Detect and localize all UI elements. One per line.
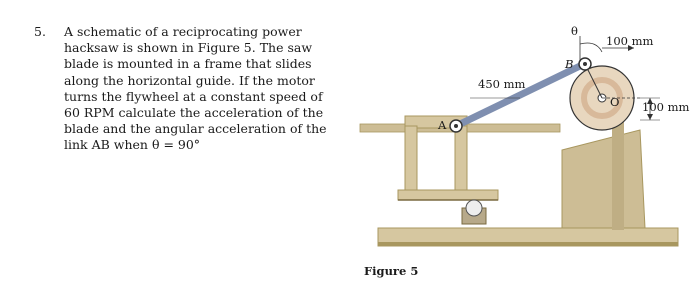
link-ab <box>456 66 580 126</box>
motor-post <box>612 120 624 230</box>
problem-line: blade is mounted in a frame that slides <box>64 56 312 72</box>
label-link-length: 450 mm <box>478 77 526 91</box>
label-center-o: O <box>610 95 620 109</box>
problem-line: hacksaw is shown in Figure 5. The saw <box>64 40 313 56</box>
label-offset: 100 mm <box>642 100 690 114</box>
problem-number: 5. <box>34 24 46 39</box>
dim-offset-arrow-bottom <box>647 114 653 120</box>
problem-line: turns the flywheel at a constant speed of <box>64 88 323 104</box>
frame-right <box>455 126 467 196</box>
problem-line: along the horizontal guide. If the motor <box>64 72 315 88</box>
problem-line: blade and the angular acceleration of the <box>64 121 327 137</box>
problem-line: A schematic of a reciprocating power <box>64 24 302 39</box>
frame-left <box>405 126 417 196</box>
saw-blade-holder <box>398 190 498 200</box>
pin-b-center <box>583 62 587 66</box>
theta-arc <box>580 43 602 52</box>
label-point-a: A <box>438 118 447 132</box>
label-point-b: B <box>565 57 574 71</box>
workpiece <box>466 200 482 216</box>
base-plate-shadow <box>378 242 678 246</box>
problem-line: link AB when θ = 90° <box>64 137 201 153</box>
motor-stand <box>562 130 645 228</box>
label-flywheel-radius: 100 mm <box>606 34 654 48</box>
label-theta: θ <box>571 24 578 38</box>
pin-a-center <box>454 124 458 128</box>
problem-line: 60 RPM calculate the acceleration of the <box>64 105 324 121</box>
figure-caption: Figure 5 <box>364 264 419 278</box>
